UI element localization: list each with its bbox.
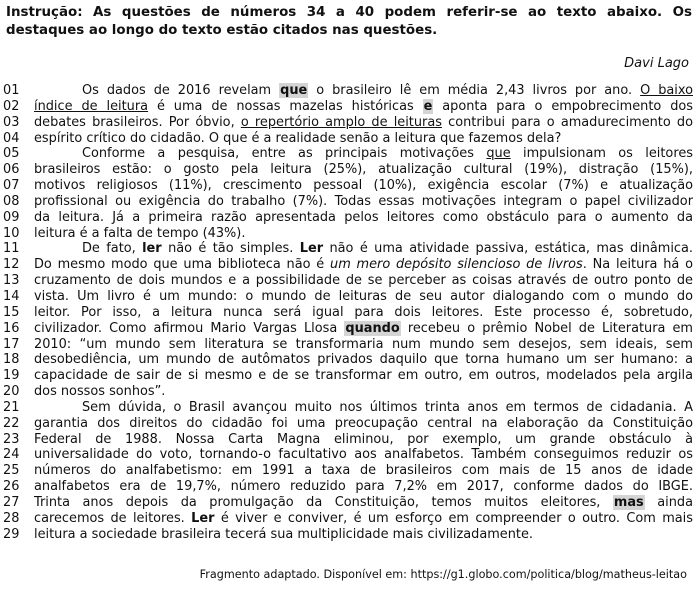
text-segment: motivos religiosos (11%), crescimento pessoal (10%), exigência escolar (7%) e atualização (34, 178, 693, 194)
text-segment: não é uma atividade passiva, estática, mas dinâmica. (323, 241, 693, 257)
line-number: 28 (3, 510, 20, 526)
line-number: 19 (3, 368, 20, 384)
line-text (34, 495, 693, 511)
line-number: 24 (3, 447, 20, 463)
text-segment: brasileiros estão: o gosto pela leitura (25%), atualização cultural (19%), distração (15%), (34, 162, 693, 178)
text-segment: 2010: “um mundo sem literatura se transformaria num mundo sem desejos, sem ideais, sem (34, 336, 693, 352)
text-line (3, 384, 693, 400)
text-segment: impulsionam os leitores (510, 146, 693, 162)
underlined-phrase: O baixo (640, 83, 693, 98)
line-number: 10 (3, 225, 20, 241)
text-segment: recebeu o prêmio Nobel de Literatura em (400, 320, 693, 336)
line-text (34, 289, 693, 305)
text-line (3, 495, 693, 511)
text-segment: debates brasileiros. Por óbvio, (34, 114, 241, 130)
text-segment: vista. Um livro é um mundo: o mundo de leituras de seu autor dialogando com o mundo do (34, 288, 693, 304)
text-line (3, 337, 693, 353)
text-line (3, 131, 693, 147)
text-line (3, 305, 693, 321)
line-number: 03 (3, 114, 20, 130)
line-number: 16 (3, 320, 20, 336)
line-text (34, 447, 693, 463)
line-text (34, 241, 693, 257)
line-text (34, 384, 693, 400)
line-number: 12 (3, 257, 20, 273)
line-text (34, 226, 693, 242)
text-segment: Os dados de 2016 revelam (82, 83, 280, 98)
text-segment: Federal de 1988. Nossa Carta Magna eliminou, por exemplo, um grande obstáculo à (34, 431, 693, 447)
instruction-heading: Instrução: As questões de números 34 a 40 podem referir-se ao texto abaixo. Os destaques ao longo do texto estão citados nas questões. (6, 5, 692, 38)
author-name: Davi Lago (624, 56, 689, 71)
text-segment: números do analfabetismo: em 1991 a taxa de brasileiros com mais de 15 anos de idade (34, 463, 693, 479)
text-segment: desobediência, um mundo de autômatos privados daquilo que torna humano um ser humano: a (34, 352, 693, 368)
text-segment: profissional ou exigência do trabalho (7%). Todas essas motivações integram o papel civilizador (34, 193, 693, 209)
text-segment: aponta para o empobrecimento dos (433, 98, 693, 114)
text-segment: o brasileiro lê em média 2,43 livros por ano. (308, 83, 641, 98)
italic-phrase: um mero depósito silencioso de livros (330, 257, 583, 273)
underlined-phrase: índice de leitura (34, 98, 149, 114)
text-segment: universalidade do voto, tornando-o facultativo aos analfabetos. Também conseguimos reduzir os (34, 447, 693, 463)
line-number: 22 (3, 415, 20, 431)
text-line (3, 400, 693, 416)
text-segment: ainda (644, 494, 693, 510)
line-text (34, 416, 693, 432)
line-number: 02 (3, 98, 20, 114)
line-text (34, 115, 693, 131)
text-line (3, 210, 693, 226)
line-text (34, 527, 693, 543)
line-text (34, 463, 693, 479)
line-text (34, 337, 693, 353)
text-line (3, 178, 693, 194)
line-text (34, 146, 693, 162)
text-segment: leitura a sociedade brasileira tecerá sua multiplicidade mais civilizadamente. (34, 526, 533, 542)
bold-word: ler (142, 241, 162, 257)
text-segment: dos nossos sonhos”. (34, 384, 166, 400)
text-line (3, 463, 693, 479)
line-number: 06 (3, 162, 20, 178)
line-number: 29 (3, 526, 20, 542)
text-line (3, 321, 693, 337)
highlighted-word: mas (613, 494, 644, 510)
line-text (34, 273, 693, 289)
text-line (3, 368, 693, 384)
text-line (3, 447, 693, 463)
source-citation: Fragmento adaptado. Disponível em: https://g1.globo.com/politica/blog/matheus-leitao (199, 568, 687, 581)
line-number: 20 (3, 384, 20, 400)
text-line (3, 146, 693, 162)
line-text (34, 400, 693, 416)
text-line (3, 83, 693, 99)
text-line (3, 99, 693, 115)
text-segment: garantia dos direitos do cidadão foi uma preocupação central na elaboração da Constituição (34, 415, 693, 431)
text-segment: é viver e conviver, é um esforço em compreender o outro. Com mais (214, 510, 693, 526)
text-line (3, 289, 693, 305)
text-line (3, 352, 693, 368)
text-segment: analfabetos era de 19,7%, número reduzido para 7,2% em 2017, conforme dados do IBGE. (34, 479, 693, 495)
text-line (3, 479, 693, 495)
text-body (3, 83, 693, 542)
text-line (3, 273, 693, 289)
text-segment: Trinta anos depois da promulgação da Constituição, temos muitos eleitores, (34, 494, 613, 510)
line-text (34, 99, 693, 115)
line-text (34, 479, 693, 495)
text-line (3, 162, 693, 178)
text-segment: da leitura. Já a primeira razão apresentada pelos leitores como obstáculo para o aumento da (34, 209, 693, 225)
line-number: 09 (3, 209, 20, 225)
underlined-phrase: o repertório amplo de leituras (240, 114, 442, 130)
text-line (3, 115, 693, 131)
text-segment: carecemos de leitores. (34, 510, 192, 526)
text-segment: cruzamento de dois mundos e a possibilidade de se perceber as coisas através de outro ponto de (34, 273, 693, 289)
line-number: 04 (3, 130, 20, 146)
line-number: 07 (3, 178, 20, 194)
line-text (34, 257, 693, 273)
line-text (34, 352, 693, 368)
line-text (34, 210, 693, 226)
text-segment: não é tão simples. (161, 241, 300, 257)
text-segment: leitor. Por isso, a leitura nunca será igual para dois leitores. Este processo é, sobretudo, (34, 304, 693, 320)
text-segment: civilizador. Como afirmou Mario Vargas Llosa (34, 320, 345, 336)
highlighted-word: quando (345, 320, 400, 336)
line-text (34, 368, 693, 384)
line-text (34, 194, 693, 210)
text-segment: espírito crítico do cidadão. O que é a realidade senão a leitura que fazemos dela? (34, 130, 562, 146)
line-text (34, 131, 693, 147)
text-line (3, 241, 693, 257)
line-number: 08 (3, 193, 20, 209)
line-number: 18 (3, 352, 20, 368)
line-number: 25 (3, 463, 20, 479)
bold-word: Ler (191, 510, 215, 526)
line-number: 15 (3, 304, 20, 320)
line-text (34, 432, 693, 448)
line-number: 27 (3, 494, 20, 510)
highlighted-word: que (280, 83, 308, 98)
line-text (34, 162, 693, 178)
text-line (3, 511, 693, 527)
text-segment: Do mesmo modo que uma biblioteca não é (34, 257, 331, 273)
text-line (3, 416, 693, 432)
text-line (3, 527, 693, 543)
text-segment: . Na leitura há o (582, 257, 693, 273)
line-text (34, 178, 693, 194)
text-segment: é uma de nossas mazelas históricas (148, 98, 423, 114)
line-number: 01 (3, 83, 20, 98)
text-segment: contribui para o amadurecimento do (441, 114, 693, 130)
highlighted-word: e (423, 98, 433, 114)
line-number: 11 (3, 241, 20, 257)
line-text (34, 511, 693, 527)
line-text (34, 305, 693, 321)
line-text (34, 321, 693, 337)
text-line (3, 257, 693, 273)
line-number: 05 (3, 146, 20, 162)
line-text (34, 83, 693, 99)
text-segment: Sem dúvida, o Brasil avançou muito nos últimos trinta anos em termos de cidadania. A (82, 399, 693, 415)
line-number: 23 (3, 431, 20, 447)
line-number: 21 (3, 399, 20, 415)
text-segment: De fato, (82, 241, 143, 257)
text-segment: Conforme a pesquisa, entre as principais motivações (82, 146, 487, 162)
text-line (3, 194, 693, 210)
line-number: 13 (3, 273, 20, 289)
text-line (3, 432, 693, 448)
line-number: 26 (3, 479, 20, 495)
text-line (3, 226, 693, 242)
line-number: 14 (3, 288, 20, 304)
underlined-phrase: que (486, 146, 511, 162)
line-number: 17 (3, 336, 20, 352)
text-segment: leitura é a falta de tempo (43%). (34, 225, 246, 241)
bold-word: Ler (299, 241, 324, 257)
text-segment: capacidade de sair de si mesmo e de se transformar em outro, em outros, modelados pela argila (34, 368, 693, 384)
